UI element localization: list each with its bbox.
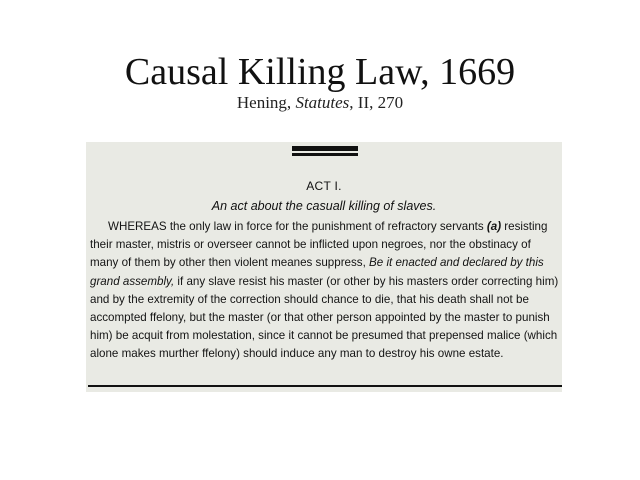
- statute-lead: WHEREAS the only law in force for the punishment of refractory servants: [108, 220, 487, 233]
- scanned-statute-excerpt: [86, 142, 562, 392]
- statute-tail: if any slave resist his master (or other by his masters order correcting him) and by the extremity of the correction should chance to die, that his death shall not be accompted ffelony, but the master (or that other person appointed by the master to punish him) be acquit from molestation, since it cannot be presumed that prepensed malice (which alone makes murther ffelony) should induce any man to destroy his owne estate.: [90, 274, 559, 361]
- act-subtitle: An act about the casuall killing of slaves.: [211, 199, 437, 213]
- slide-title: Causal Killing Law, 1669: [124, 51, 516, 93]
- header-rule-thin: [292, 153, 358, 156]
- bottom-rule: [88, 385, 562, 387]
- enactment-clause: Be it enacted and declared by this grand assembly,: [90, 256, 544, 288]
- header-rule-thick: [292, 146, 358, 151]
- subtitle-work: Statutes: [295, 93, 350, 112]
- subtitle-author: Hening,: [236, 93, 296, 112]
- subtitle-citation: , II, 270: [349, 93, 404, 112]
- statute-body: [90, 218, 560, 364]
- footnote-marker: (a): [486, 220, 502, 233]
- slide-subtitle: [0, 93, 640, 113]
- act-heading: ACT I.: [306, 179, 342, 193]
- statute-middle: resisting their master, mistris or overseer cannot be inflicted upon negroes, nor the obstinacy of many of them by other then violent meanes suppress,: [90, 220, 548, 270]
